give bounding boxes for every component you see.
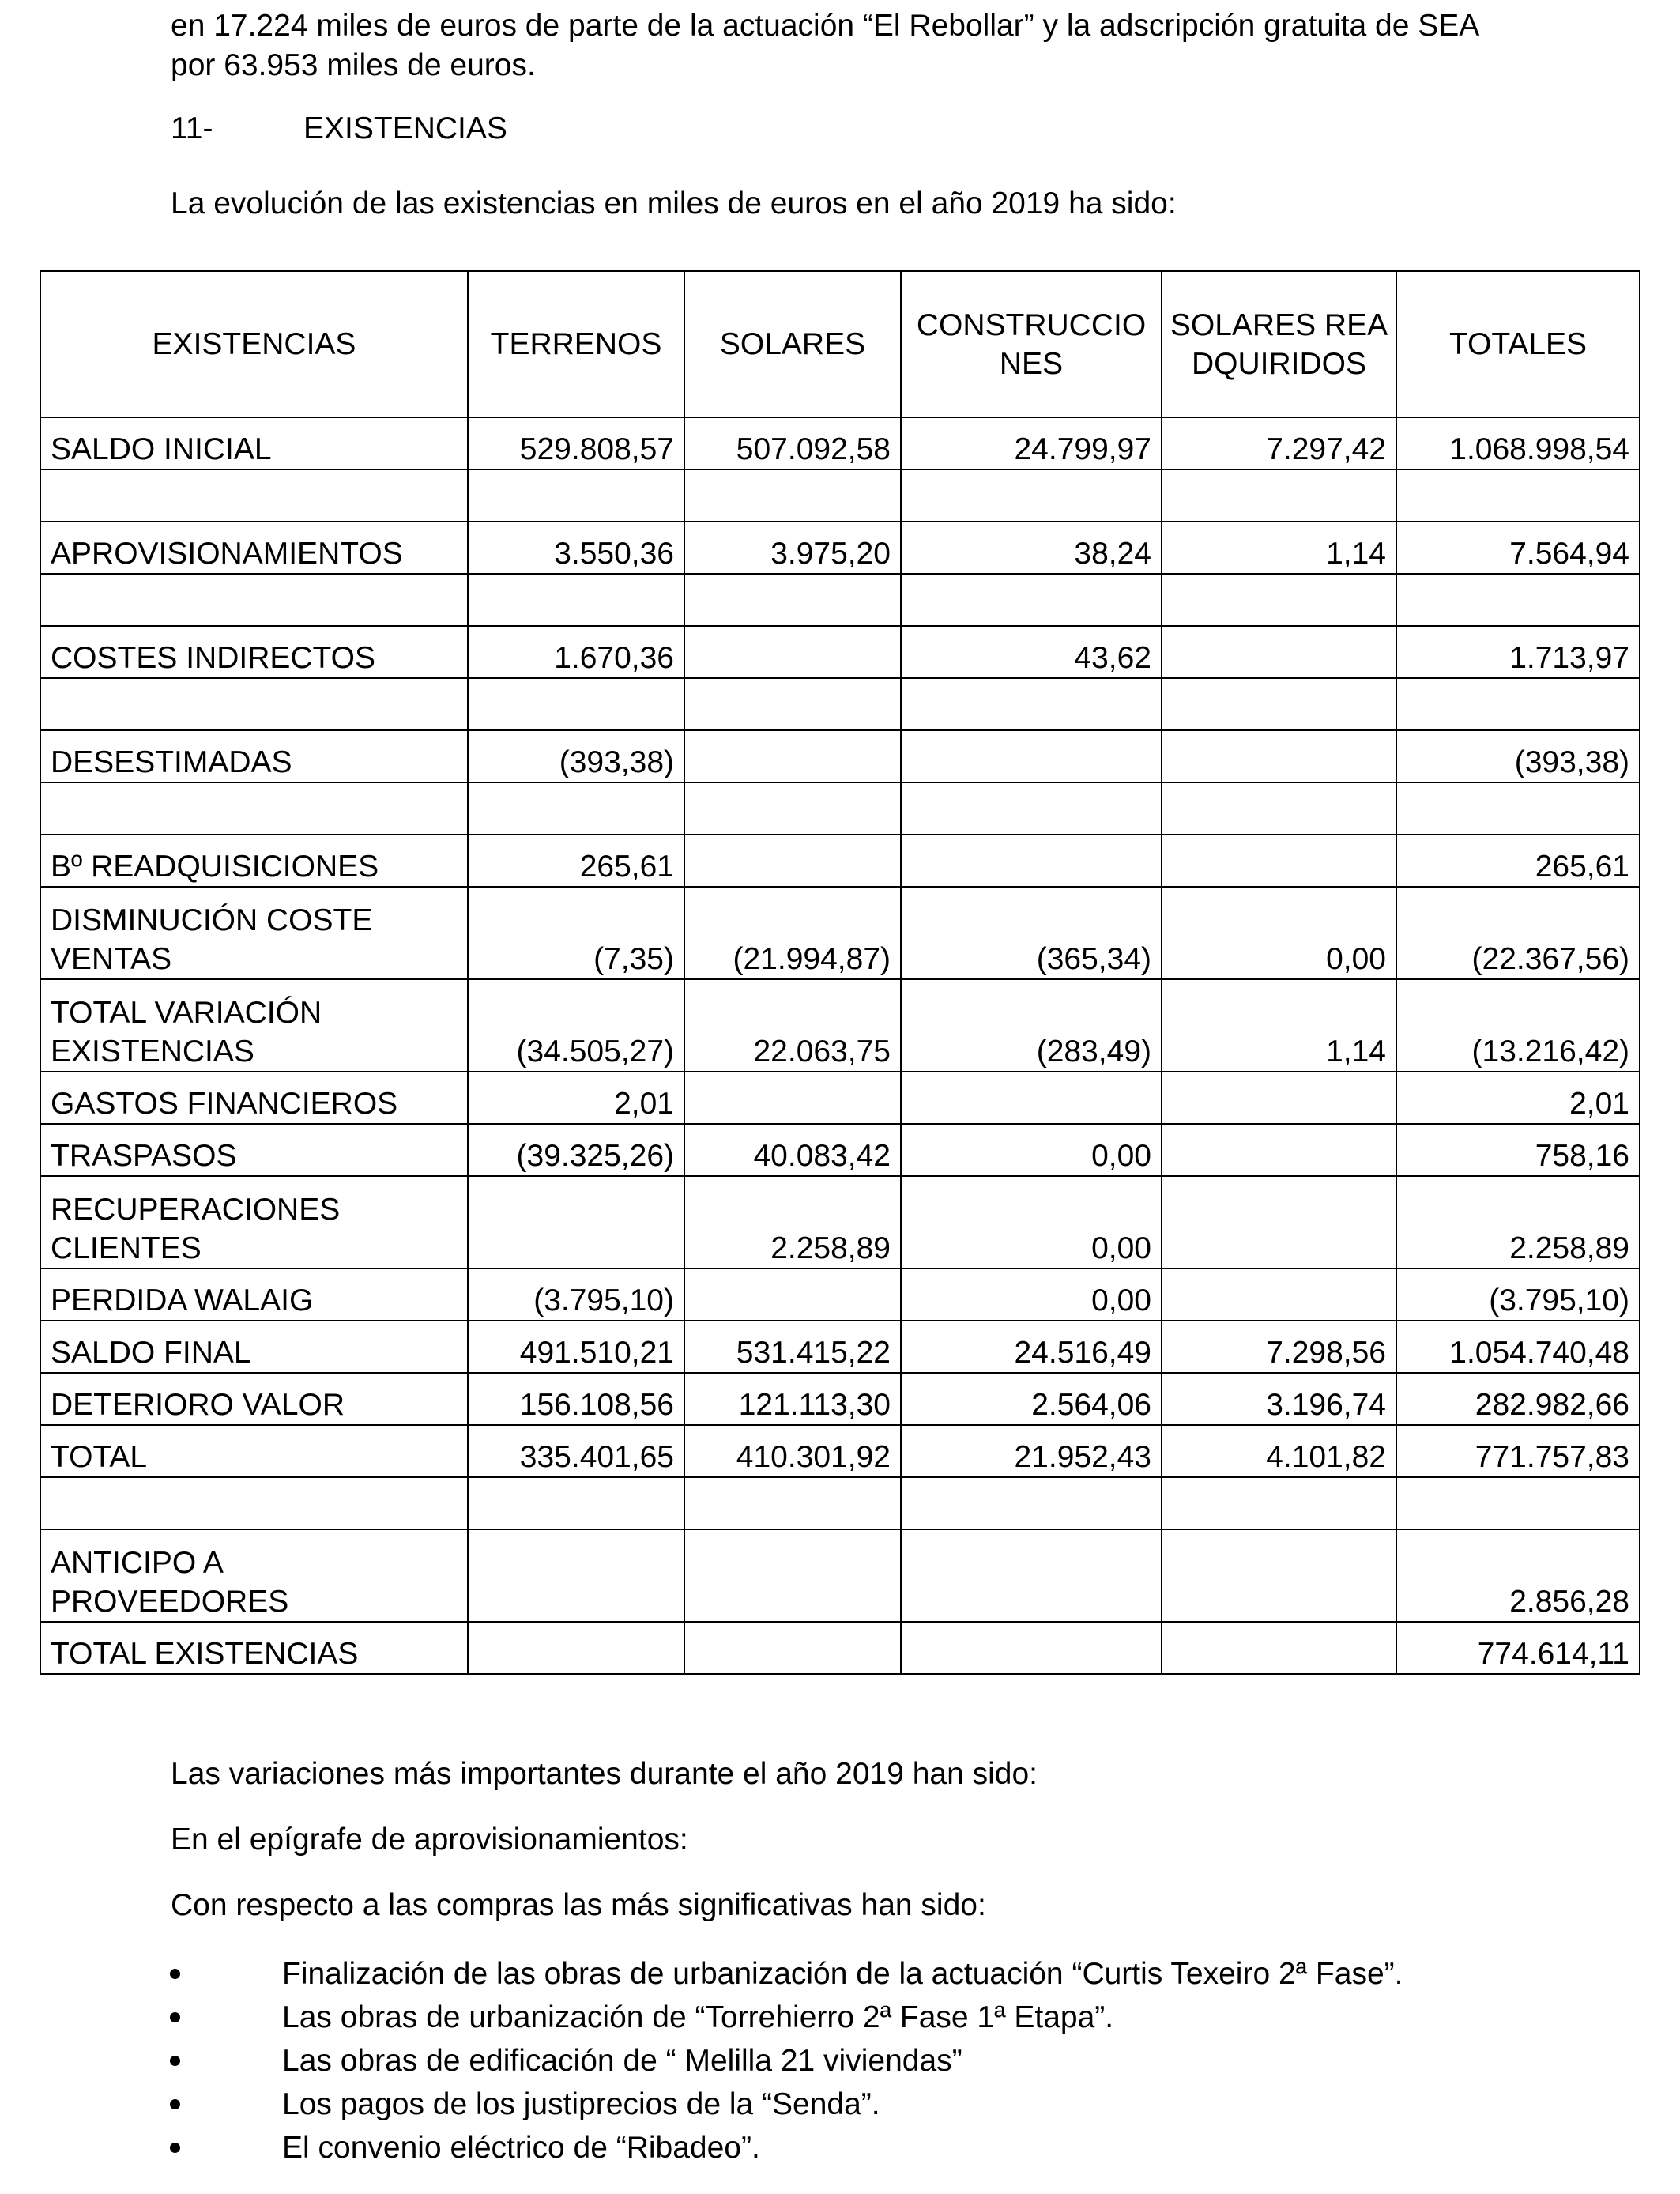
cell-construcciones: 0,00 [901,1269,1162,1321]
blank-cell [40,574,468,626]
cell-solares [684,1622,901,1674]
cell-solares: (21.994,87) [684,887,901,979]
blank-cell [468,678,684,730]
cell-solares-readquiridos: 4.101,82 [1162,1425,1396,1477]
col-header-solares-readquiridos: SOLARES READQUIRIDOS [1162,271,1396,417]
row-label: SALDO FINAL [40,1321,468,1373]
aprovisionamientos-paragraph: En el epígrafe de aprovisionamientos: [171,1823,688,1857]
cell-construcciones [901,835,1162,887]
cell-terrenos [468,1529,684,1622]
cell-solares-readquiridos [1162,1176,1396,1269]
cell-solares: 2.258,89 [684,1176,901,1269]
cell-terrenos: (7,35) [468,887,684,979]
cell-totales: 1.713,97 [1396,626,1640,678]
table-row-blank [40,1477,1640,1529]
cell-solares-readquiridos: 7.297,42 [1162,417,1396,469]
row-label: TOTAL VARIACIÓN EXISTENCIAS [40,979,468,1072]
cell-solares-readquiridos [1162,1529,1396,1622]
blank-cell [901,1477,1162,1529]
cell-terrenos: 1.670,36 [468,626,684,678]
cell-terrenos: 3.550,36 [468,522,684,574]
cell-solares: 531.415,22 [684,1321,901,1373]
col-header-totales: TOTALES [1396,271,1640,417]
list-item-text: Las obras de urbanización de “Torrehierro 2ª Fase 1ª Etapa”. [282,2000,1114,2034]
blank-cell [684,678,901,730]
blank-cell [40,469,468,522]
table-row [40,1529,1640,1622]
table-row [40,835,1640,887]
blank-cell [1396,574,1640,626]
col-header-solares: SOLARES [684,271,901,417]
row-label: GASTOS FINANCIEROS [40,1072,468,1124]
row-label: COSTES INDIRECTOS [40,626,468,678]
cell-construcciones: 24.516,49 [901,1321,1162,1373]
cell-solares-readquiridos: 1,14 [1162,522,1396,574]
cell-totales: 771.757,83 [1396,1425,1640,1477]
blank-cell [468,469,684,522]
blank-cell [1396,782,1640,835]
blank-cell [1396,1477,1640,1529]
list-item [0,2039,1403,2083]
cell-construcciones: 24.799,97 [901,417,1162,469]
cell-solares [684,626,901,678]
cell-solares-readquiridos [1162,835,1396,887]
cell-totales: (3.795,10) [1396,1269,1640,1321]
blank-cell [901,469,1162,522]
cell-solares [684,835,901,887]
cell-terrenos: 265,61 [468,835,684,887]
blank-cell [468,1477,684,1529]
bullet-icon [170,2143,180,2153]
cell-solares-readquiridos [1162,1124,1396,1176]
table-row [40,1269,1640,1321]
cell-solares: 410.301,92 [684,1425,901,1477]
table-row-blank [40,782,1640,835]
list-item-text: Finalización de las obras de urbanización de la actuación “Curtis Texeiro 2ª Fase”. [282,1957,1403,1991]
row-label: DETERIORO VALOR [40,1373,468,1425]
table-row [40,1124,1640,1176]
cell-solares-readquiridos: 3.196,74 [1162,1373,1396,1425]
blank-cell [1396,469,1640,522]
table-row [40,1321,1640,1373]
row-label: SALDO INICIAL [40,417,468,469]
cell-construcciones [901,1622,1162,1674]
cell-solares-readquiridos [1162,1072,1396,1124]
cell-construcciones: 0,00 [901,1176,1162,1269]
table-row-blank [40,469,1640,522]
list-item [0,2083,1403,2126]
blank-cell [468,782,684,835]
table-row [40,730,1640,782]
list-item [0,1952,1403,1996]
cell-totales: (22.367,56) [1396,887,1640,979]
row-label: DISMINUCIÓN COSTE VENTAS [40,887,468,979]
blank-cell [684,574,901,626]
section-title: EXISTENCIAS [303,111,507,145]
cell-totales: 7.564,94 [1396,522,1640,574]
cell-totales: (13.216,42) [1396,979,1640,1072]
bullet-icon [170,2056,180,2066]
cell-totales: 282.982,66 [1396,1373,1640,1425]
cell-totales: 2,01 [1396,1072,1640,1124]
cell-solares [684,1269,901,1321]
bullet-icon [170,1969,180,1979]
cell-construcciones: 21.952,43 [901,1425,1162,1477]
cell-totales: 758,16 [1396,1124,1640,1176]
blank-cell [901,574,1162,626]
table-row [40,417,1640,469]
row-label: APROVISIONAMIENTOS [40,522,468,574]
compras-paragraph: Con respecto a las compras las más significativas han sido: [171,1888,986,1922]
cell-solares-readquiridos: 1,14 [1162,979,1396,1072]
cell-solares: 507.092,58 [684,417,901,469]
cell-construcciones: (365,34) [901,887,1162,979]
list-item-text: El convenio eléctrico de “Ribadeo”. [282,2131,760,2165]
purchases-list [0,1952,1403,2169]
cell-terrenos: (34.505,27) [468,979,684,1072]
blank-cell [1162,574,1396,626]
table-row [40,1072,1640,1124]
intro-line-1: en 17.224 miles de euros de parte de la actuación “El Rebollar” y la adscripción gratuita de SEA [171,9,1480,43]
table-row [40,979,1640,1072]
cell-construcciones [901,1072,1162,1124]
table-row [40,1622,1640,1674]
blank-cell [901,782,1162,835]
cell-totales: 265,61 [1396,835,1640,887]
blank-cell [684,1477,901,1529]
table-row-blank [40,678,1640,730]
cell-solares: 121.113,30 [684,1373,901,1425]
blank-cell [40,678,468,730]
blank-cell [1162,469,1396,522]
cell-totales: (393,38) [1396,730,1640,782]
variations-paragraph: Las variaciones más importantes durante el año 2019 han sido: [171,1757,1038,1791]
cell-totales: 1.054.740,48 [1396,1321,1640,1373]
cell-construcciones: 43,62 [901,626,1162,678]
row-label: PERDIDA WALAIG [40,1269,468,1321]
cell-solares-readquiridos: 7.298,56 [1162,1321,1396,1373]
list-item-text: Los pagos de los justiprecios de la “Senda”. [282,2087,880,2121]
table-row [40,1373,1640,1425]
cell-construcciones: 0,00 [901,1124,1162,1176]
section-number: 11- [171,111,213,145]
cell-solares [684,730,901,782]
col-header-existencias: EXISTENCIAS [40,271,468,417]
table-intro: La evolución de las existencias en miles de euros en el año 2019 ha sido: [171,187,1177,221]
cell-solares [684,1072,901,1124]
cell-terrenos: 2,01 [468,1072,684,1124]
cell-terrenos: (3.795,10) [468,1269,684,1321]
blank-cell [40,782,468,835]
list-item-text: Las obras de edificación de “ Melilla 21 viviendas” [282,2044,962,2078]
cell-solares-readquiridos [1162,626,1396,678]
row-label: TOTAL EXISTENCIAS [40,1622,468,1674]
row-label: Bº READQUISICIONES [40,835,468,887]
cell-solares: 22.063,75 [684,979,901,1072]
cell-construcciones [901,730,1162,782]
cell-solares: 3.975,20 [684,522,901,574]
table-row-blank [40,574,1640,626]
blank-cell [1396,678,1640,730]
cell-totales: 1.068.998,54 [1396,417,1640,469]
cell-construcciones: 38,24 [901,522,1162,574]
table-row [40,626,1640,678]
col-header-terrenos: TERRENOS [468,271,684,417]
bullet-icon [170,2099,180,2109]
cell-terrenos: 491.510,21 [468,1321,684,1373]
row-label: ANTICIPO A PROVEEDORES [40,1529,468,1622]
cell-solares-readquiridos [1162,730,1396,782]
table-row [40,1425,1640,1477]
cell-terrenos: (393,38) [468,730,684,782]
cell-terrenos: 529.808,57 [468,417,684,469]
cell-totales: 774.614,11 [1396,1622,1640,1674]
cell-construcciones [901,1529,1162,1622]
blank-cell [1162,782,1396,835]
col-header-construcciones: CONSTRUCCIONES [901,271,1162,417]
cell-solares-readquiridos: 0,00 [1162,887,1396,979]
cell-solares-readquiridos [1162,1622,1396,1674]
row-label: DESESTIMADAS [40,730,468,782]
cell-construcciones: 2.564,06 [901,1373,1162,1425]
blank-cell [684,782,901,835]
row-label: RECUPERACIONES CLIENTES [40,1176,468,1269]
cell-totales: 2.258,89 [1396,1176,1640,1269]
intro-line-2: por 63.953 miles de euros. [171,48,536,82]
list-item [0,1996,1403,2039]
blank-cell [901,678,1162,730]
blank-cell [1162,1477,1396,1529]
table-row [40,522,1640,574]
existencias-table [40,270,1640,1675]
cell-solares [684,1529,901,1622]
cell-totales: 2.856,28 [1396,1529,1640,1622]
blank-cell [468,574,684,626]
cell-construcciones: (283,49) [901,979,1162,1072]
table-header-row [40,271,1640,417]
row-label: TRASPASOS [40,1124,468,1176]
table-row [40,1176,1640,1269]
cell-terrenos: (39.325,26) [468,1124,684,1176]
row-label: TOTAL [40,1425,468,1477]
blank-cell [40,1477,468,1529]
cell-terrenos [468,1622,684,1674]
bullet-icon [170,2012,180,2022]
blank-cell [1162,678,1396,730]
cell-terrenos: 156.108,56 [468,1373,684,1425]
cell-solares-readquiridos [1162,1269,1396,1321]
cell-terrenos: 335.401,65 [468,1425,684,1477]
cell-solares: 40.083,42 [684,1124,901,1176]
list-item [0,2126,1403,2169]
table-row [40,887,1640,979]
blank-cell [684,469,901,522]
cell-terrenos [468,1176,684,1269]
